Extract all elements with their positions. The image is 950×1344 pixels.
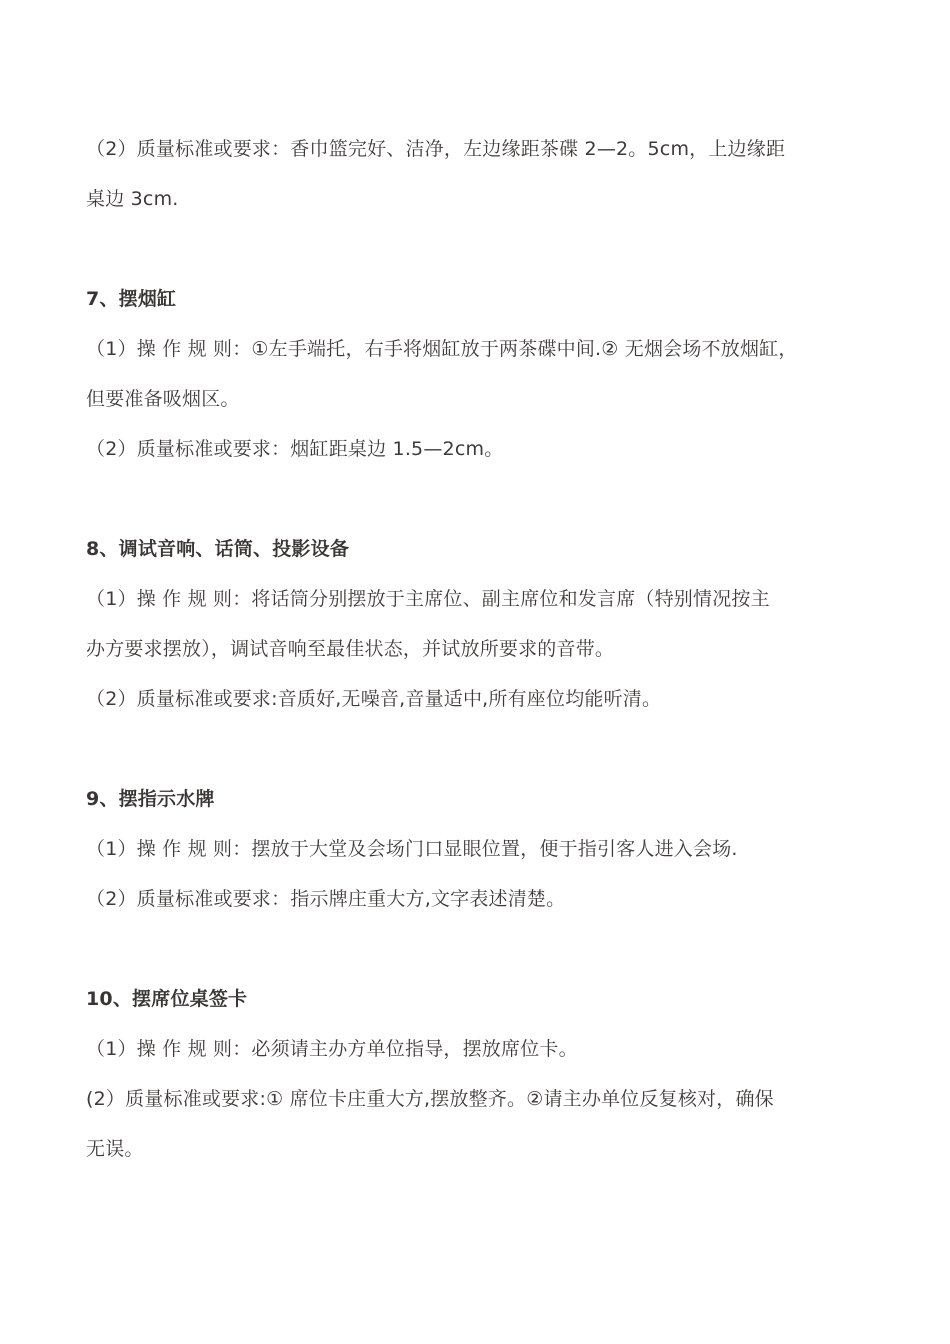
text-line: （2）质量标准或要求：香巾篮完好、洁净，左边缘距茶碟 2—2。5cm，上边缘距 <box>86 138 786 160</box>
paragraph-gap <box>86 924 871 974</box>
paragraph-gap <box>86 224 871 274</box>
text-line: （1）操 作 规 则：摆放于大堂及会场门口显眼位置，便于指引客人进入会场. <box>86 838 738 860</box>
text-line: 无误。 <box>86 1138 144 1160</box>
text-line: （2）质量标准或要求：烟缸距桌边 1.5—2cm。 <box>86 438 504 460</box>
text-line: （2）质量标准或要求：指示牌庄重大方,文字表述清楚。 <box>86 888 566 910</box>
section-heading-8: 8、调试音响、话筒、投影设备 <box>86 538 350 560</box>
text-line: （1）操 作 规 则：必须请主办方单位指导，摆放席位卡。 <box>86 1038 578 1060</box>
section-heading-7: 7、摆烟缸 <box>86 288 177 310</box>
paragraph-gap <box>86 724 871 774</box>
section-heading-10: 10、摆席位桌签卡 <box>86 988 248 1010</box>
text-line: 桌边 3cm. <box>86 188 179 210</box>
text-line: 但要准备吸烟区。 <box>86 388 240 410</box>
document-page <box>86 124 871 1174</box>
section-heading-9: 9、摆指示水牌 <box>86 788 215 810</box>
text-line: （2）质量标准或要求:音质好,无噪音,音量适中,所有座位均能听清。 <box>86 688 662 710</box>
text-line: (2）质量标准或要求:① 席位卡庄重大方,摆放整齐。②请主办单位反复核对，确保 <box>86 1088 774 1110</box>
text-line: （1）操 作 规 则：①左手端托，右手将烟缸放于两茶碟中间.② 无烟会场不放烟缸， <box>86 338 798 360</box>
paragraph-gap <box>86 474 871 524</box>
text-line: 办方要求摆放），调试音响至最佳状态，并试放所要求的音带。 <box>86 638 615 660</box>
text-line: （1）操 作 规 则：将话筒分别摆放于主席位、副主席位和发言席（特别情况按主 <box>86 588 770 610</box>
